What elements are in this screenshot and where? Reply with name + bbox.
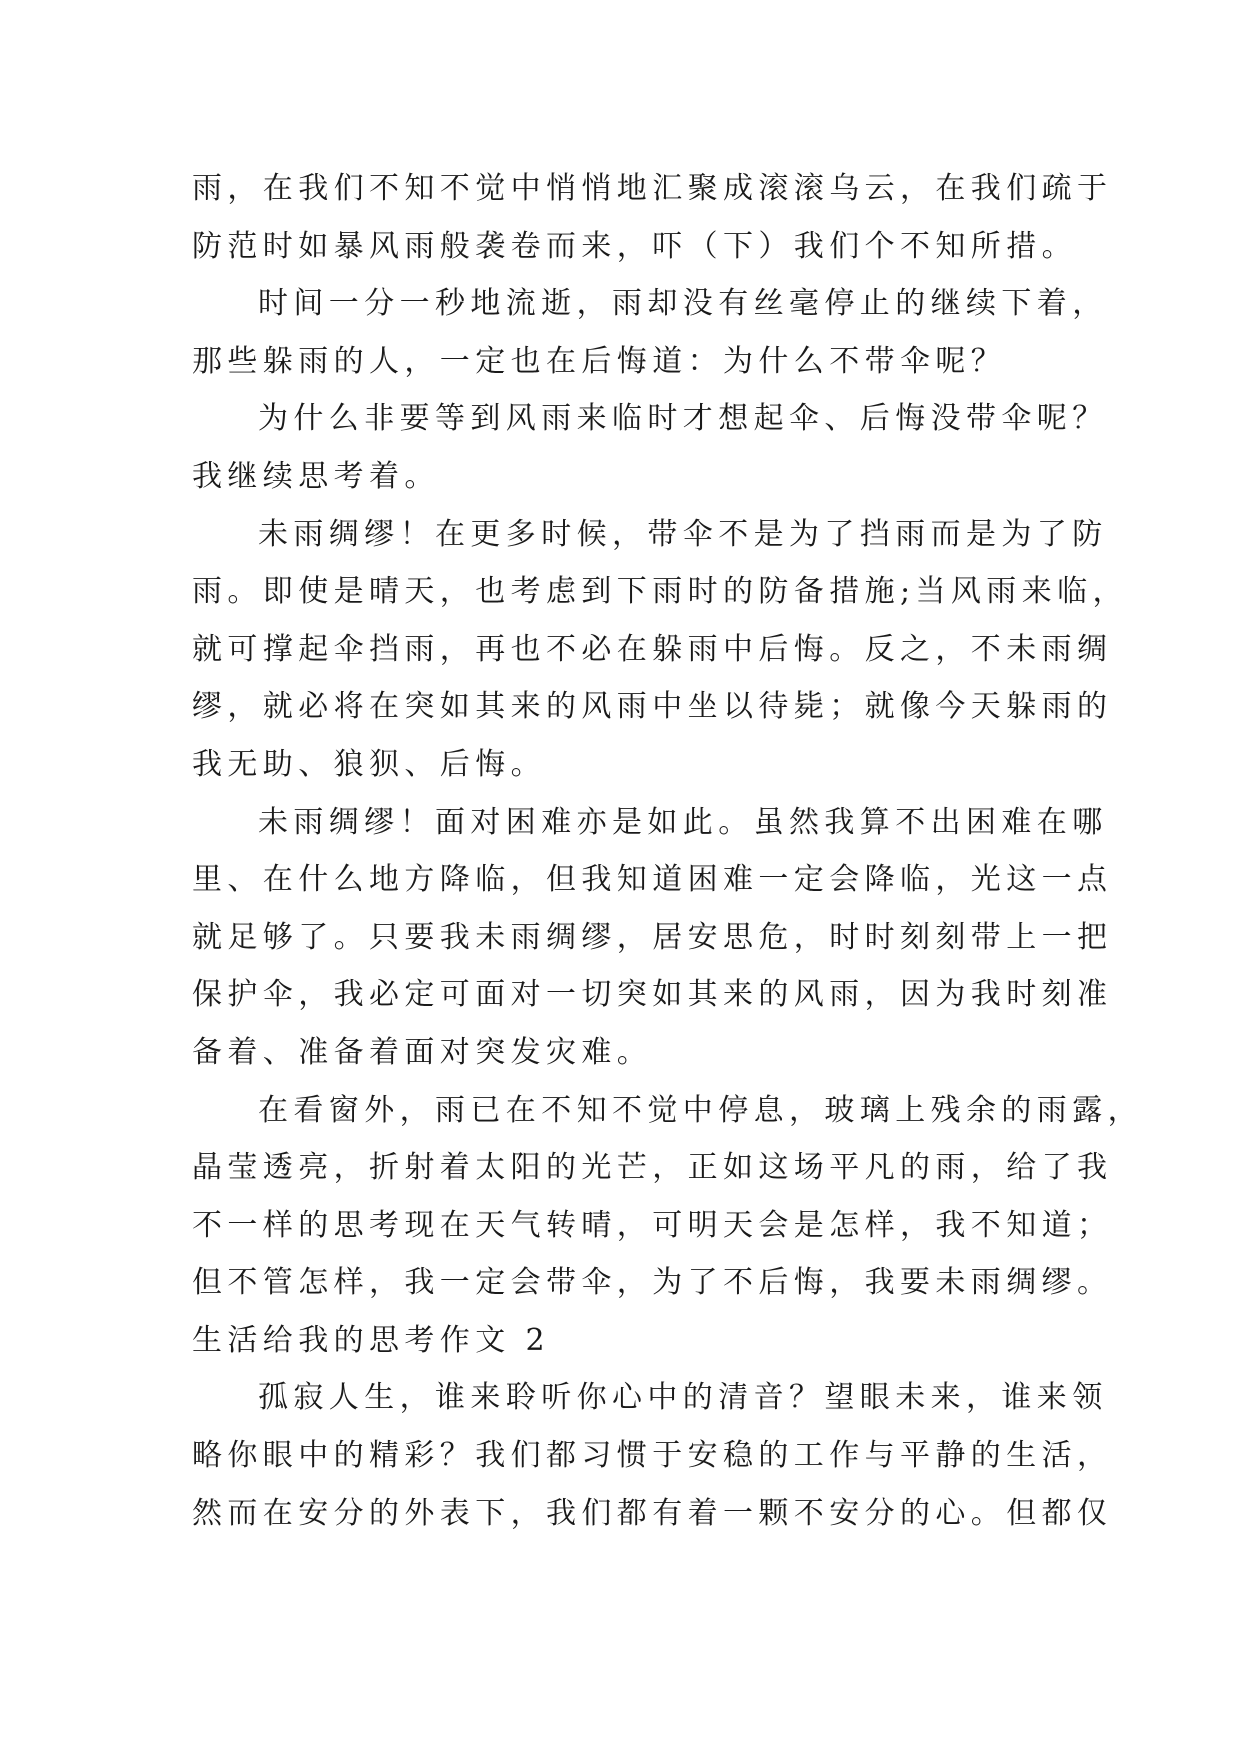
paragraph-first-line: 为什么非要等到风雨来临时才想起伞、后悔没带伞呢？ — [258, 401, 1108, 437]
paragraph-first-line: 未雨绸缪！在更多时候，带伞不是为了挡雨而是为了防 — [258, 516, 1108, 552]
text-line: 就足够了。只要我未雨绸缪，居安思危，时时刻刻带上一把 — [192, 919, 1113, 955]
text-line: 那些躲雨的人，一定也在后悔道：为什么不带伞呢？ — [192, 343, 1007, 379]
text-line: 但不管怎样，我一定会带伞，为了不后悔，我要未雨绸缪。 — [192, 1265, 1113, 1301]
text-line: 雨，在我们不知不觉中悄悄地汇聚成滚滚乌云，在我们疏于 — [192, 171, 1113, 206]
section-title: 生活给我的思考作文 2 — [192, 1322, 551, 1358]
text-line: 就可撑起伞挡雨，再也不必在躲雨中后悔。反之，不未雨绸 — [192, 631, 1113, 667]
text-line: 保护伞，我必定可面对一切突如其来的风雨，因为我时刻准 — [192, 977, 1113, 1013]
text-line: 略你眼中的精彩？我们都习惯于安稳的工作与平静的生活， — [192, 1438, 1113, 1474]
text-line: 我继续思考着。 — [192, 458, 440, 494]
paragraph-first-line: 在看窗外，雨已在不知不觉中停息，玻璃上残余的雨露， — [258, 1092, 1143, 1128]
paragraph-first-line: 未雨绸缪！面对困难亦是如此。虽然我算不出困难在哪 — [258, 804, 1108, 840]
paragraph-first-line: 孤寂人生，谁来聆听你心中的清音？望眼未来，谁来领 — [258, 1380, 1108, 1416]
text-line: 缪，就必将在突如其来的风雨中坐以待毙；就像今天躲雨的 — [192, 689, 1113, 725]
essay-body — [192, 160, 1143, 1542]
text-line: 然而在安分的外表下，我们都有着一颗不安分的心。但都仅 — [192, 1495, 1113, 1531]
text-line: 不一样的思考现在天气转晴，可明天会是怎样，我不知道； — [192, 1207, 1113, 1243]
text-line: 我无助、狼狈、后悔。 — [192, 746, 546, 782]
text-line: 晶莹透亮，折射着太阳的光芒，正如这场平凡的雨，给了我 — [192, 1150, 1113, 1186]
text-line: 雨。即使是晴天，也考虑到下雨时的防备措施;当风雨来临， — [192, 574, 1128, 610]
text-line: 防范时如暴风雨般袭卷而来，吓（下）我们个不知所措。 — [192, 228, 1077, 264]
paragraph-first-line: 时间一分一秒地流逝，雨却没有丝毫停止的继续下着， — [258, 286, 1108, 322]
text-line: 备着、准备着面对突发灾难。 — [192, 1034, 653, 1070]
text-line: 里、在什么地方降临，但我知道困难一定会降临，光这一点 — [192, 862, 1113, 898]
